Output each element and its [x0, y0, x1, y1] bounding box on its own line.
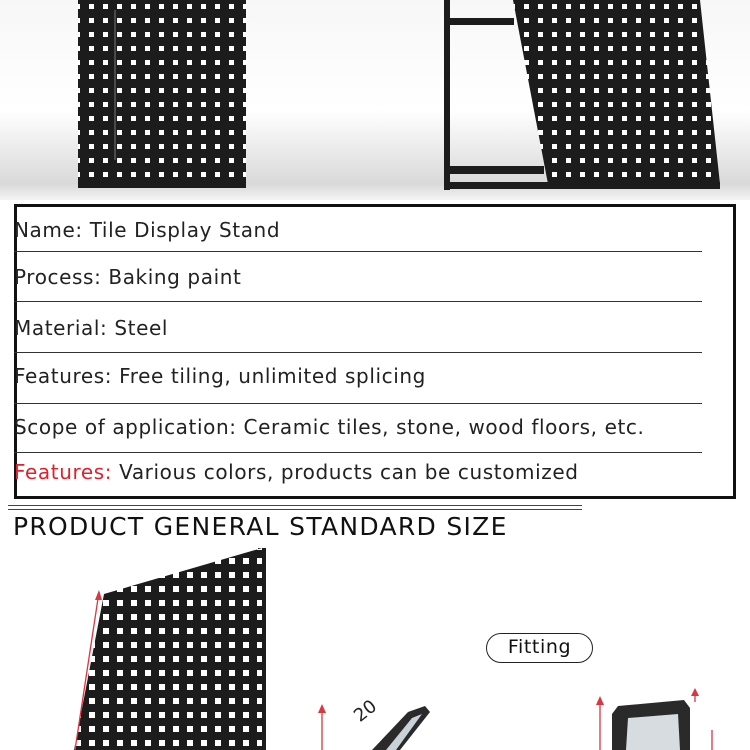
spec-label: Scope of application:	[14, 415, 237, 439]
spec-row-process	[14, 265, 702, 289]
title-double-rule	[8, 505, 582, 510]
spec-divider	[14, 251, 702, 252]
spec-label: Features:	[14, 364, 113, 388]
spec-label: Material:	[14, 316, 108, 340]
spec-divider	[14, 403, 702, 404]
spec-value: Various colors, products can be customized	[112, 460, 579, 484]
spec-label-highlight: Features:	[14, 460, 113, 484]
spec-value: Ceramic tiles, stone, wood floors, etc.	[236, 415, 645, 439]
size-diagram	[0, 540, 750, 750]
dimension-label: 20	[350, 695, 381, 727]
spec-label: Name:	[14, 218, 83, 242]
spec-row-scope	[14, 415, 702, 439]
spec-value: Free tiling, unlimited splicing	[112, 364, 426, 388]
right-pegboard-panel	[513, 0, 720, 184]
stand-frame-upright	[444, 0, 450, 190]
spec-divider	[14, 352, 702, 353]
product-size-illustration	[0, 540, 750, 750]
left-pegboard-panel	[78, 0, 246, 188]
spec-row-material	[14, 316, 702, 340]
angled-pegboard-panel	[74, 548, 262, 750]
spec-label: Process:	[14, 265, 102, 289]
spec-divider	[14, 452, 702, 453]
spec-value: Steel	[107, 316, 169, 340]
spec-row-features	[14, 364, 702, 388]
display-stand-illustration	[0, 0, 750, 200]
spec-divider	[14, 301, 702, 302]
spec-row-name	[14, 218, 702, 242]
section-title: PRODUCT GENERAL STANDARD SIZE	[13, 512, 508, 541]
fitting-label: Fitting	[486, 633, 593, 663]
spec-value: Baking paint	[101, 265, 242, 289]
spec-row-features-custom	[14, 460, 702, 484]
spec-value: Tile Display Stand	[82, 218, 281, 242]
product-photo-top	[0, 0, 750, 200]
